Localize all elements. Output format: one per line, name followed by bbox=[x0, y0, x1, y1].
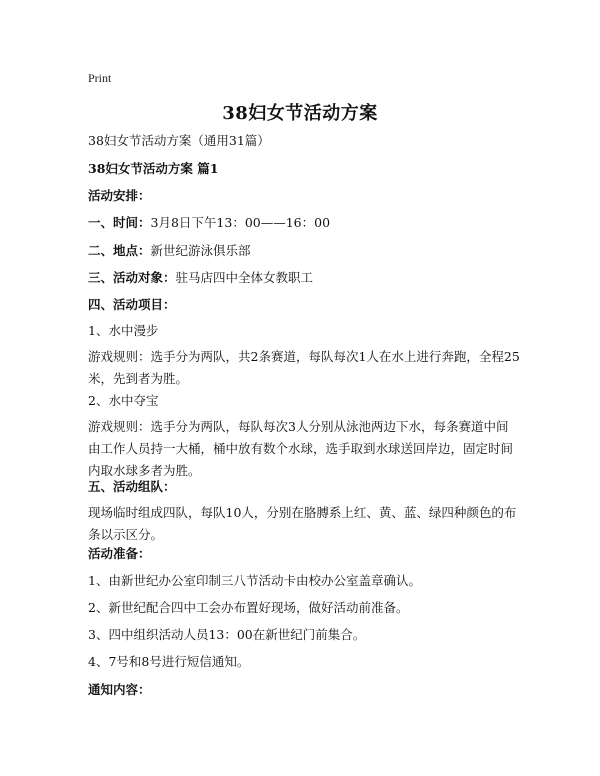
items-heading: 四、活动项目： bbox=[88, 297, 176, 312]
target-line bbox=[88, 267, 518, 289]
document-title: 38妇女节活动方案 bbox=[222, 103, 378, 124]
time-line bbox=[88, 212, 518, 234]
arrangement-heading: 活动安排： bbox=[88, 188, 151, 203]
prep-item: 4、7号和8号进行短信通知。 bbox=[88, 654, 250, 669]
notice-heading: 通知内容： bbox=[88, 682, 151, 697]
section-heading: 38妇女节活动方案 篇1 bbox=[88, 161, 219, 176]
prep-item: 2、新世纪配合四中工会办布置好现场，做好活动前准备。 bbox=[88, 600, 409, 615]
prep-heading: 活动准备： bbox=[88, 546, 151, 561]
prep-item: 1、由新世纪办公室印制三八节活动卡由校办公室盖章确认。 bbox=[88, 573, 421, 588]
print-label: Print bbox=[88, 71, 112, 85]
document-subtitle: 38妇女节活动方案（通用31篇） bbox=[88, 133, 270, 148]
item2-rules: 游戏规则：选手分为两队，每队每次3人分别从泳池两边下水，每条赛道中间由工作人员持一大桶，桶中放有数个水球，选手取到水球送回岸边，固定时间内取水球多者为胜。 bbox=[88, 419, 514, 478]
place-value: 新世纪游泳俱乐部 bbox=[150, 243, 251, 258]
prep-item: 3、四中组织活动人员13：00在新世纪门前集合。 bbox=[88, 627, 366, 642]
time-value: 3月8日下午13：00——16：00 bbox=[150, 215, 331, 230]
target-label: 三、活动对象： bbox=[88, 270, 176, 285]
place-label: 二、地点： bbox=[88, 243, 151, 258]
time-label: 一、时间： bbox=[88, 215, 151, 230]
target-value: 驻马店四中全体女教职工 bbox=[175, 270, 314, 285]
item1-rules: 游戏规则：选手分为两队，共2条赛道，每队每次1人在水上进行奔跑，全程25米，先到者为胜。 bbox=[88, 349, 520, 386]
group-heading: 五、活动组队： bbox=[88, 479, 176, 494]
item1-title: 1、水中漫步 bbox=[88, 323, 159, 338]
item2-title: 2、水中夺宝 bbox=[88, 393, 159, 408]
place-line bbox=[88, 240, 518, 262]
group-text: 现场临时组成四队，每队10人，分别在胳膊系上红、黄、蓝、绿四种颜色的布条以示区分。 bbox=[88, 505, 517, 542]
